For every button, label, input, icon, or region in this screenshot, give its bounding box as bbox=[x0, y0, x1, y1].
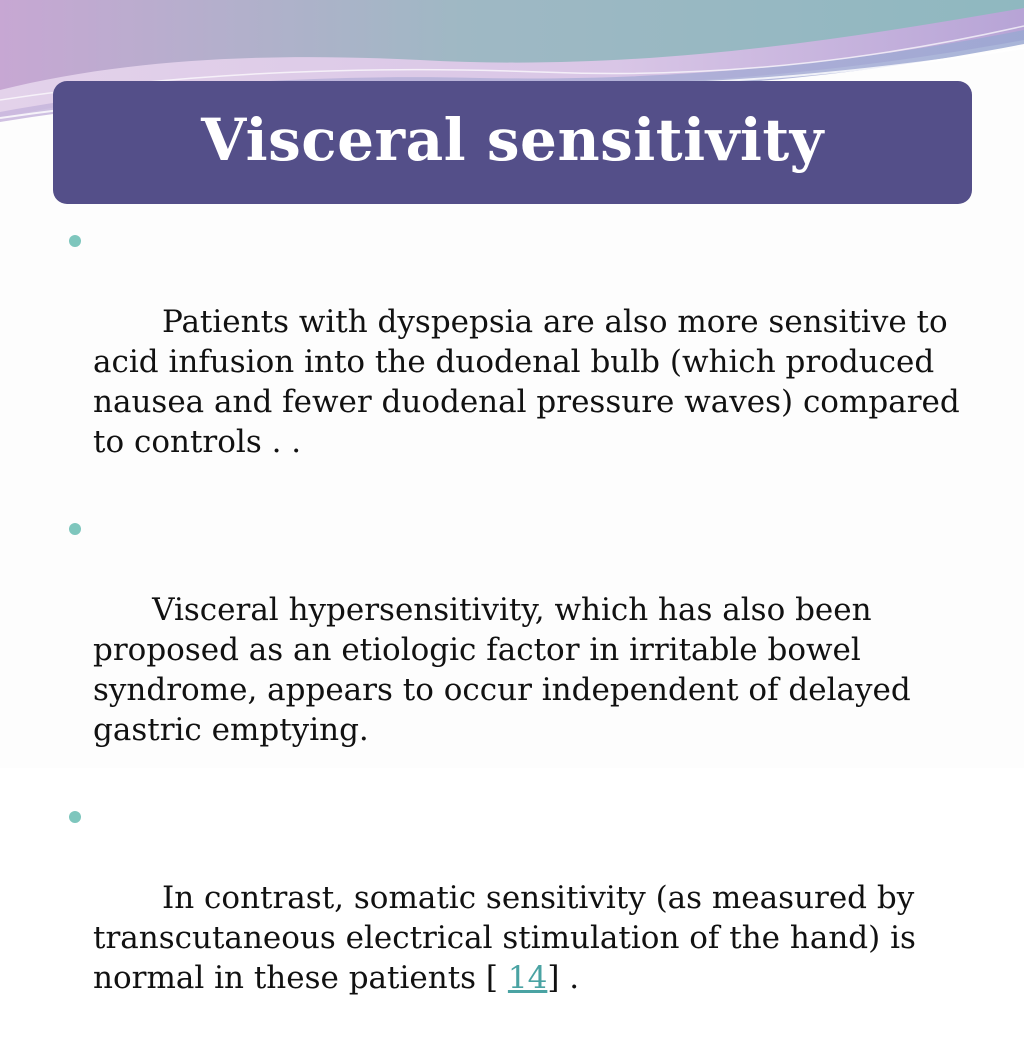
bullet-text: Visceral hypersensitivity, which has also been proposed as an etiologic factor in irritable bowel syndrome, appears to occur independent of delayed gastric emptying. bbox=[93, 592, 921, 748]
bullet-icon bbox=[69, 235, 81, 247]
reference-link[interactable]: 14 bbox=[507, 960, 548, 996]
bullet-icon bbox=[69, 523, 81, 535]
bullet-text-before: In contrast, somatic sensitivity (as measured by transcutaneous electrical stimulation of the hand) is normal in these patients [ bbox=[93, 880, 926, 996]
page-title: Visceral sensitivity bbox=[201, 105, 824, 174]
bullet-text-after: ] . bbox=[547, 960, 580, 996]
bullet-item bbox=[60, 510, 965, 790]
bullet-list bbox=[60, 222, 970, 1046]
bullet-item bbox=[60, 798, 965, 1038]
title-box bbox=[53, 81, 972, 204]
bullet-item bbox=[60, 222, 970, 502]
bullet-icon bbox=[69, 811, 81, 823]
bullet-text: Patients with dyspepsia are also more sensitive to acid infusion into the duodenal bulb (which produced nausea and fewer duodenal pressure waves) compared to controls . . bbox=[93, 304, 970, 460]
